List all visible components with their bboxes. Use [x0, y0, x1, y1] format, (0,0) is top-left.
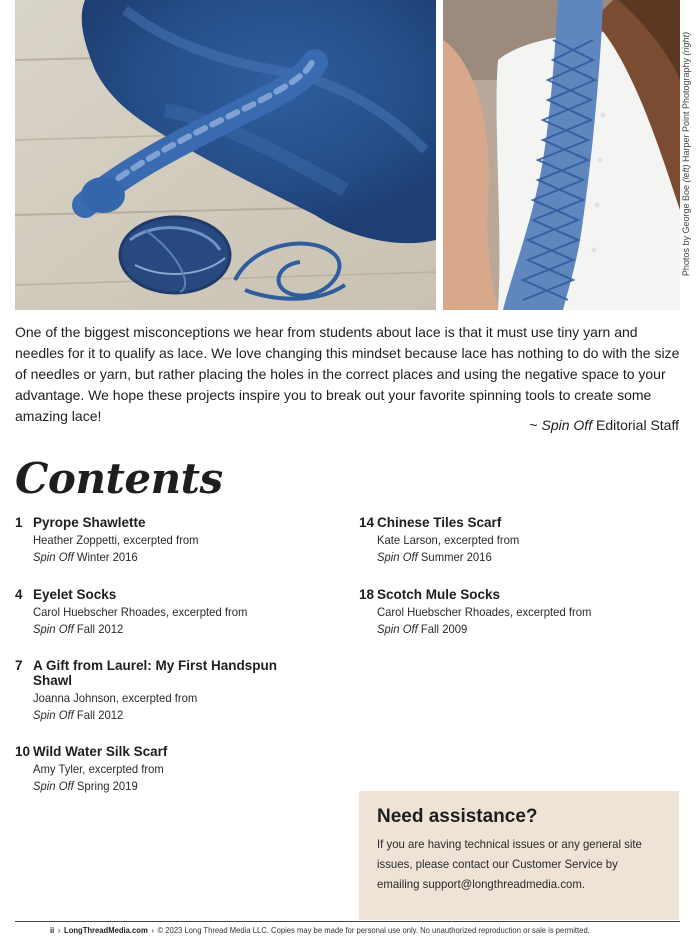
contents-heading: Contents: [15, 454, 223, 503]
toc-page-number: 14: [359, 515, 375, 530]
assistance-box: [359, 791, 679, 920]
toc-title[interactable]: A Gift from Laurel: My First Handspun Shawl: [33, 658, 278, 688]
assistance-heading: Need assistance?: [377, 806, 538, 827]
toc-author: Carol Huebscher Rhoades, excerpted from: [33, 605, 248, 619]
footer-site-link[interactable]: LongThreadMedia.com: [64, 925, 148, 935]
toc-source: Spin Off Winter 2016: [33, 550, 138, 564]
toc-title[interactable]: Eyelet Socks: [33, 587, 117, 602]
footer-divider: [15, 921, 680, 922]
toc-author: Carol Huebscher Rhoades, excerpted from: [377, 605, 592, 619]
toc-entry[interactable]: [15, 587, 315, 638]
page-footer: [50, 924, 590, 936]
photo-credit: Photos by George Boe (left) Harper Point Photography (right): [681, 31, 691, 277]
toc-source: Spin Off Fall 2012: [33, 622, 124, 636]
toc-title[interactable]: Pyrope Shawlette: [33, 515, 146, 530]
intro-paragraph: One of the biggest misconceptions we hear from students about lace is that it must use tiny yarn and needles for it to qualify as lace. We love changing this mindset because lace has nothing to do with the size of needles or yarn, but rather placing the holes in the correct places and using the negative space to your advantage. We hope these projects inspire you to break out your favorite spinning tools to create some amazing lace!: [15, 324, 680, 424]
toc-source: Spin Off Spring 2019: [33, 779, 138, 793]
toc-title[interactable]: Chinese Tiles Scarf: [377, 515, 502, 530]
assistance-text: If you are having technical issues or any general site issues, please contact our Customer Service by emailing support@longthreadmedia.com.: [377, 837, 642, 891]
toc-author: Kate Larson, excerpted from: [377, 533, 520, 547]
toc-title[interactable]: Scotch Mule Socks: [377, 587, 501, 602]
toc-page-number: 18: [359, 587, 375, 602]
editorial-signature: ~ Spin Off Editorial Staff: [529, 417, 679, 433]
header-photos: [15, 0, 680, 310]
photo-yarn-skeins: [15, 0, 436, 310]
toc-source: Spin Off Summer 2016: [377, 550, 492, 564]
toc-title[interactable]: Wild Water Silk Scarf: [33, 744, 168, 759]
toc-author: Joanna Johnson, excerpted from: [33, 691, 198, 705]
footer-page-number: ii: [50, 925, 55, 935]
photo-lace-scarf-model: [443, 0, 680, 310]
toc-author: Heather Zoppetti, excerpted from: [33, 533, 199, 547]
toc-author: Amy Tyler, excerpted from: [33, 762, 164, 776]
toc-page-number: 1: [15, 515, 23, 530]
toc-entry[interactable]: [15, 744, 315, 795]
footer-arrow-icon: ›: [57, 925, 61, 935]
toc-page-number: 10: [15, 744, 31, 759]
footer-arrow-icon: ›: [151, 925, 154, 935]
toc-entry[interactable]: [15, 515, 315, 566]
toc-page-number: 4: [15, 587, 23, 602]
toc-entry[interactable]: [359, 515, 659, 566]
footer-copyright: © 2023 Long Thread Media LLC. Copies may be made for personal use only. No unauthorized reproduction or sale is permitted.: [157, 925, 590, 935]
toc-entry[interactable]: [359, 587, 659, 638]
toc-entry[interactable]: [15, 658, 315, 724]
toc-source: Spin Off Fall 2012: [33, 708, 124, 722]
toc-page-number: 7: [15, 658, 23, 673]
toc-source: Spin Off Fall 2009: [377, 622, 468, 636]
